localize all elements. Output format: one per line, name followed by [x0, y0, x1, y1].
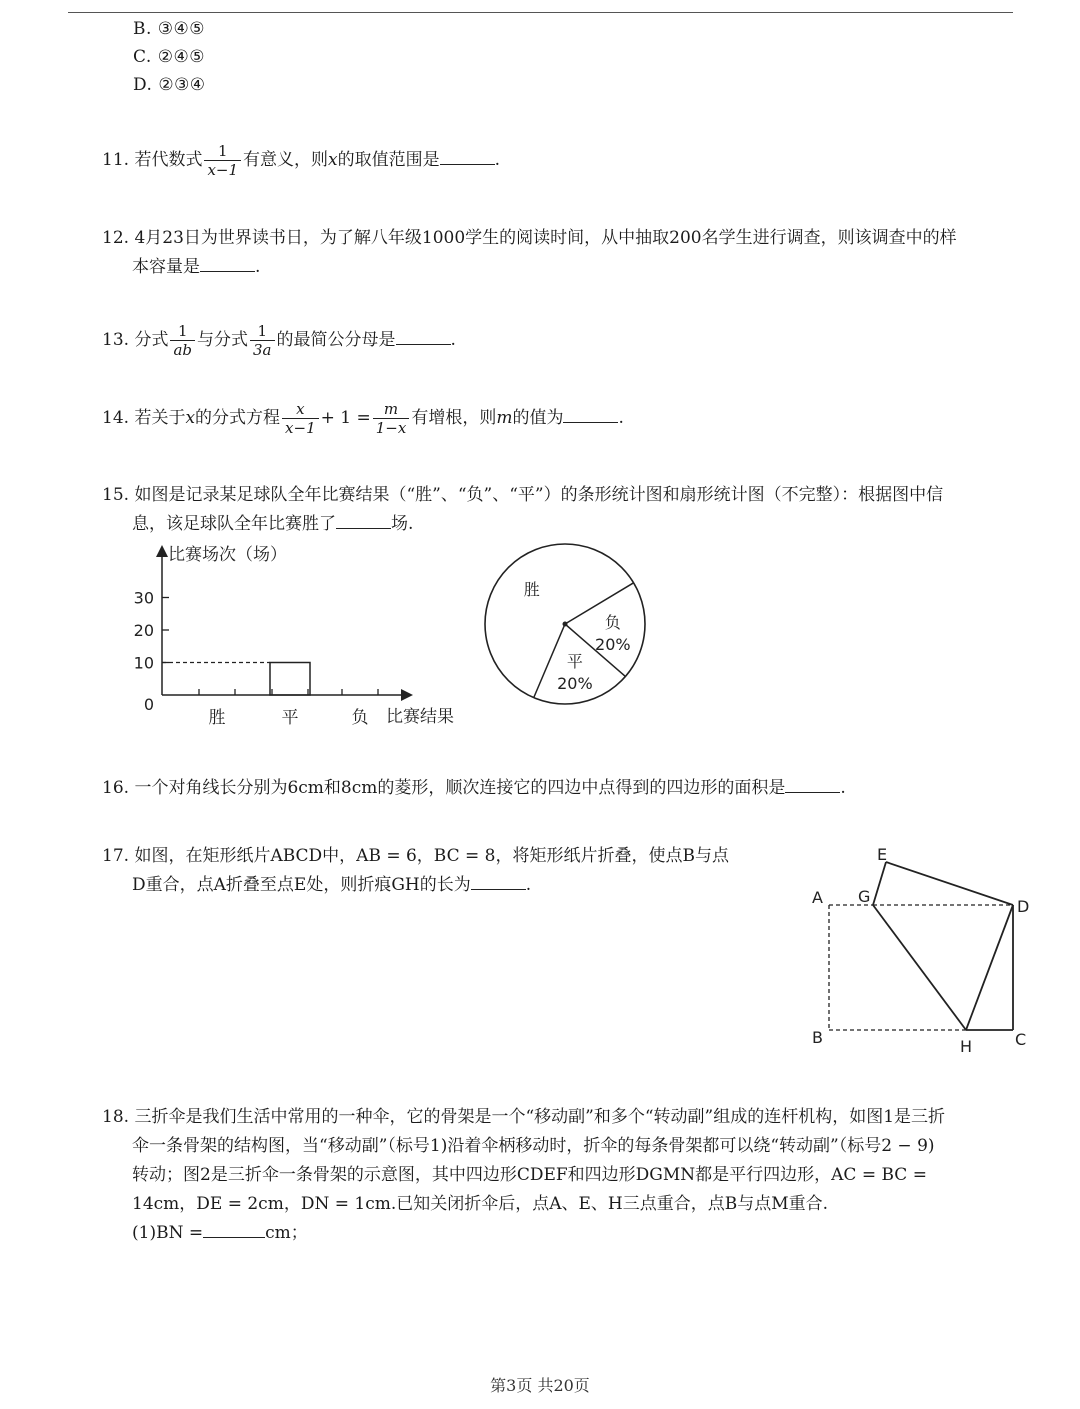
- fold-figure: [800, 840, 1045, 1060]
- q13-end: .: [450, 330, 456, 350]
- x-axis-label: 比赛结果: [386, 707, 454, 727]
- q12-number: 12.: [102, 228, 130, 248]
- q14-var-x: x: [185, 408, 196, 428]
- edge-DH: [966, 905, 1013, 1030]
- pie-label-负: 20%: [595, 635, 631, 655]
- label-G: G: [858, 887, 871, 906]
- question-11: [102, 142, 500, 179]
- q16-answer-blank[interactable]: [785, 778, 840, 793]
- q13-number: 13.: [102, 330, 130, 350]
- q17-line2: D重合，点A折叠至点E处，则折痕GH的长为: [132, 875, 471, 895]
- pie-label-胜: 胜: [523, 580, 540, 600]
- q14-fraction-1: [282, 400, 319, 437]
- question-15: [102, 481, 943, 510]
- q17-end: .: [525, 875, 532, 895]
- q14-f2-num: m: [373, 400, 410, 419]
- q13-f2-den: 3a: [253, 341, 272, 359]
- q18-part1-prefix: (1)BN =: [132, 1223, 204, 1243]
- option-c: C. ②④⑤: [133, 47, 205, 67]
- q14-f1-num: x: [282, 400, 319, 419]
- edge-GE: [873, 862, 886, 905]
- q11-fraction: [204, 142, 241, 179]
- question-14: [102, 400, 624, 437]
- pie-slice-boundary: [565, 583, 634, 624]
- crease-GH: [873, 905, 966, 1030]
- q12-line2: 本容量是: [132, 257, 200, 277]
- q18-answer-blank[interactable]: [203, 1223, 265, 1238]
- pie-label-平: 平: [566, 651, 583, 671]
- pie-chart: [478, 538, 658, 708]
- q18-line4: 14cm，DE = 2cm，DN = 1cm.已知关闭折伞后，点A、E、H三点重合，点B与点M重合.: [132, 1194, 829, 1214]
- q15-line1: 如图是记录某足球队全年比赛结果（“胜”、“负”、“平”）的条形统计图和扇形统计图（不完整）：根据图中信: [134, 485, 944, 505]
- q14-suffix: 的值为: [512, 408, 564, 428]
- q11-answer-blank[interactable]: [440, 150, 495, 165]
- q11-frac-den: x−1: [207, 161, 239, 179]
- q13-f1-den: ab: [173, 341, 192, 359]
- q17-line1: 如图，在矩形纸片ABCD中，AB = 6，BC = 8，将矩形纸片折叠，使点B与点: [134, 846, 729, 866]
- question-16: [102, 774, 846, 803]
- question-17-cont: [132, 871, 531, 900]
- q13-f1-num: 1: [170, 322, 195, 341]
- x-category-label: 平: [281, 708, 299, 728]
- q14-fraction-2: [373, 400, 410, 437]
- y-tick-label: 30: [133, 588, 154, 608]
- question-13: [102, 322, 456, 359]
- q16-end: .: [840, 778, 846, 798]
- option-d: D. ②③④: [133, 75, 206, 95]
- q11-frac-num: 1: [204, 142, 241, 161]
- x-category-label: 负: [351, 708, 369, 728]
- q13-answer-blank[interactable]: [396, 330, 451, 345]
- q16-text: 一个对角线长分别为6cm和8cm的菱形，顺次连接它的四边中点得到的四边形的面积是: [134, 778, 786, 798]
- q17-number: 17.: [102, 846, 130, 866]
- q14-f2-den: 1−x: [375, 419, 407, 437]
- question-15-cont: [132, 510, 413, 539]
- question-17: [102, 842, 729, 871]
- bar-平: [270, 663, 310, 696]
- pie-label-负: 负: [604, 613, 621, 633]
- q12-line1: 4月23日为世界读书日，为了解八年级1000学生的阅读时间，从中抽取200名学生进行调查，则该调查中的样: [134, 228, 957, 248]
- q18-part1-suffix: cm；: [265, 1223, 308, 1243]
- label-E: E: [877, 845, 888, 864]
- q18-part1: [132, 1219, 308, 1248]
- y-tick-label: 20: [133, 621, 154, 640]
- q12-answer-blank[interactable]: [200, 257, 255, 272]
- q14-f1-den: x−1: [285, 419, 316, 437]
- q11-end: .: [494, 150, 501, 170]
- q18-number: 18.: [102, 1107, 130, 1127]
- q13-mid: 与分式: [197, 330, 248, 350]
- pie-label-平: 20%: [557, 673, 593, 693]
- q14-prefix: 若关于: [134, 408, 186, 428]
- question-18: [102, 1103, 945, 1132]
- q11-prefix: 若代数式: [134, 150, 203, 170]
- q14-plus: + 1 =: [320, 408, 371, 428]
- y-tick-label: 0: [143, 695, 154, 714]
- q15-number: 15.: [102, 485, 130, 505]
- q13-f2-num: 1: [250, 322, 275, 341]
- option-b: B. ③④⑤: [133, 19, 206, 39]
- label-B: B: [812, 1028, 823, 1047]
- question-12: [102, 224, 957, 253]
- x-category-label: 胜: [208, 708, 226, 728]
- question-12-cont: [132, 253, 260, 282]
- q14-answer-blank[interactable]: [563, 408, 618, 423]
- q13-fraction-2: [250, 322, 275, 359]
- y-tick-label: 10: [133, 653, 154, 673]
- q11-var: x: [328, 150, 338, 170]
- label-C: C: [1015, 1030, 1027, 1049]
- q14-number: 14.: [102, 408, 130, 428]
- label-A: A: [812, 888, 823, 907]
- q15-end: 场.: [391, 514, 414, 534]
- q18-line1: 三折伞是我们生活中常用的一种伞，它的骨架是一个“移动副”和多个“转动副”组成的连杆机构，如图1是三折: [134, 1107, 946, 1127]
- q14-var-m: m: [496, 408, 513, 428]
- edge-ED: [886, 862, 1013, 905]
- q14-end: .: [618, 408, 624, 428]
- q11-mid: 有意义，则: [243, 150, 329, 170]
- q12-end: .: [255, 257, 261, 277]
- top-rule: [68, 12, 1013, 13]
- pie-center-dot: [563, 622, 568, 627]
- label-D: D: [1017, 897, 1030, 916]
- q14-text1: 的分式方程: [195, 408, 281, 428]
- q15-line2: 息，该足球队全年比赛胜了: [132, 514, 336, 534]
- bar-chart: [120, 540, 480, 740]
- q14-text2: 有增根，则: [411, 408, 497, 428]
- label-H: H: [960, 1037, 973, 1056]
- q16-number: 16.: [102, 778, 130, 798]
- q13-fraction-1: [170, 322, 195, 359]
- q18-line2: 伞一条骨架的结构图，当“移动副”（标号1)沿着伞柄移动时，折伞的每条骨架都可以绕“转动副”（标号2 − 9): [132, 1136, 935, 1156]
- q15-answer-blank[interactable]: [336, 514, 391, 529]
- q18-line3: 转动；图2是三折伞一条骨架的示意图，其中四边形CDEF和四边形DGMN都是平行四边形，AC = BC =: [132, 1165, 927, 1185]
- q11-number: 11.: [102, 150, 130, 170]
- q13-suffix: 的最简公分母是: [276, 330, 396, 350]
- q11-suffix: 的取值范围是: [337, 150, 440, 170]
- y-axis-label: 比赛场次（场）: [168, 545, 287, 565]
- q13-prefix: 分式: [134, 330, 169, 350]
- page-footer: 第3页 共20页: [490, 1376, 590, 1395]
- q17-answer-blank[interactable]: [471, 875, 526, 890]
